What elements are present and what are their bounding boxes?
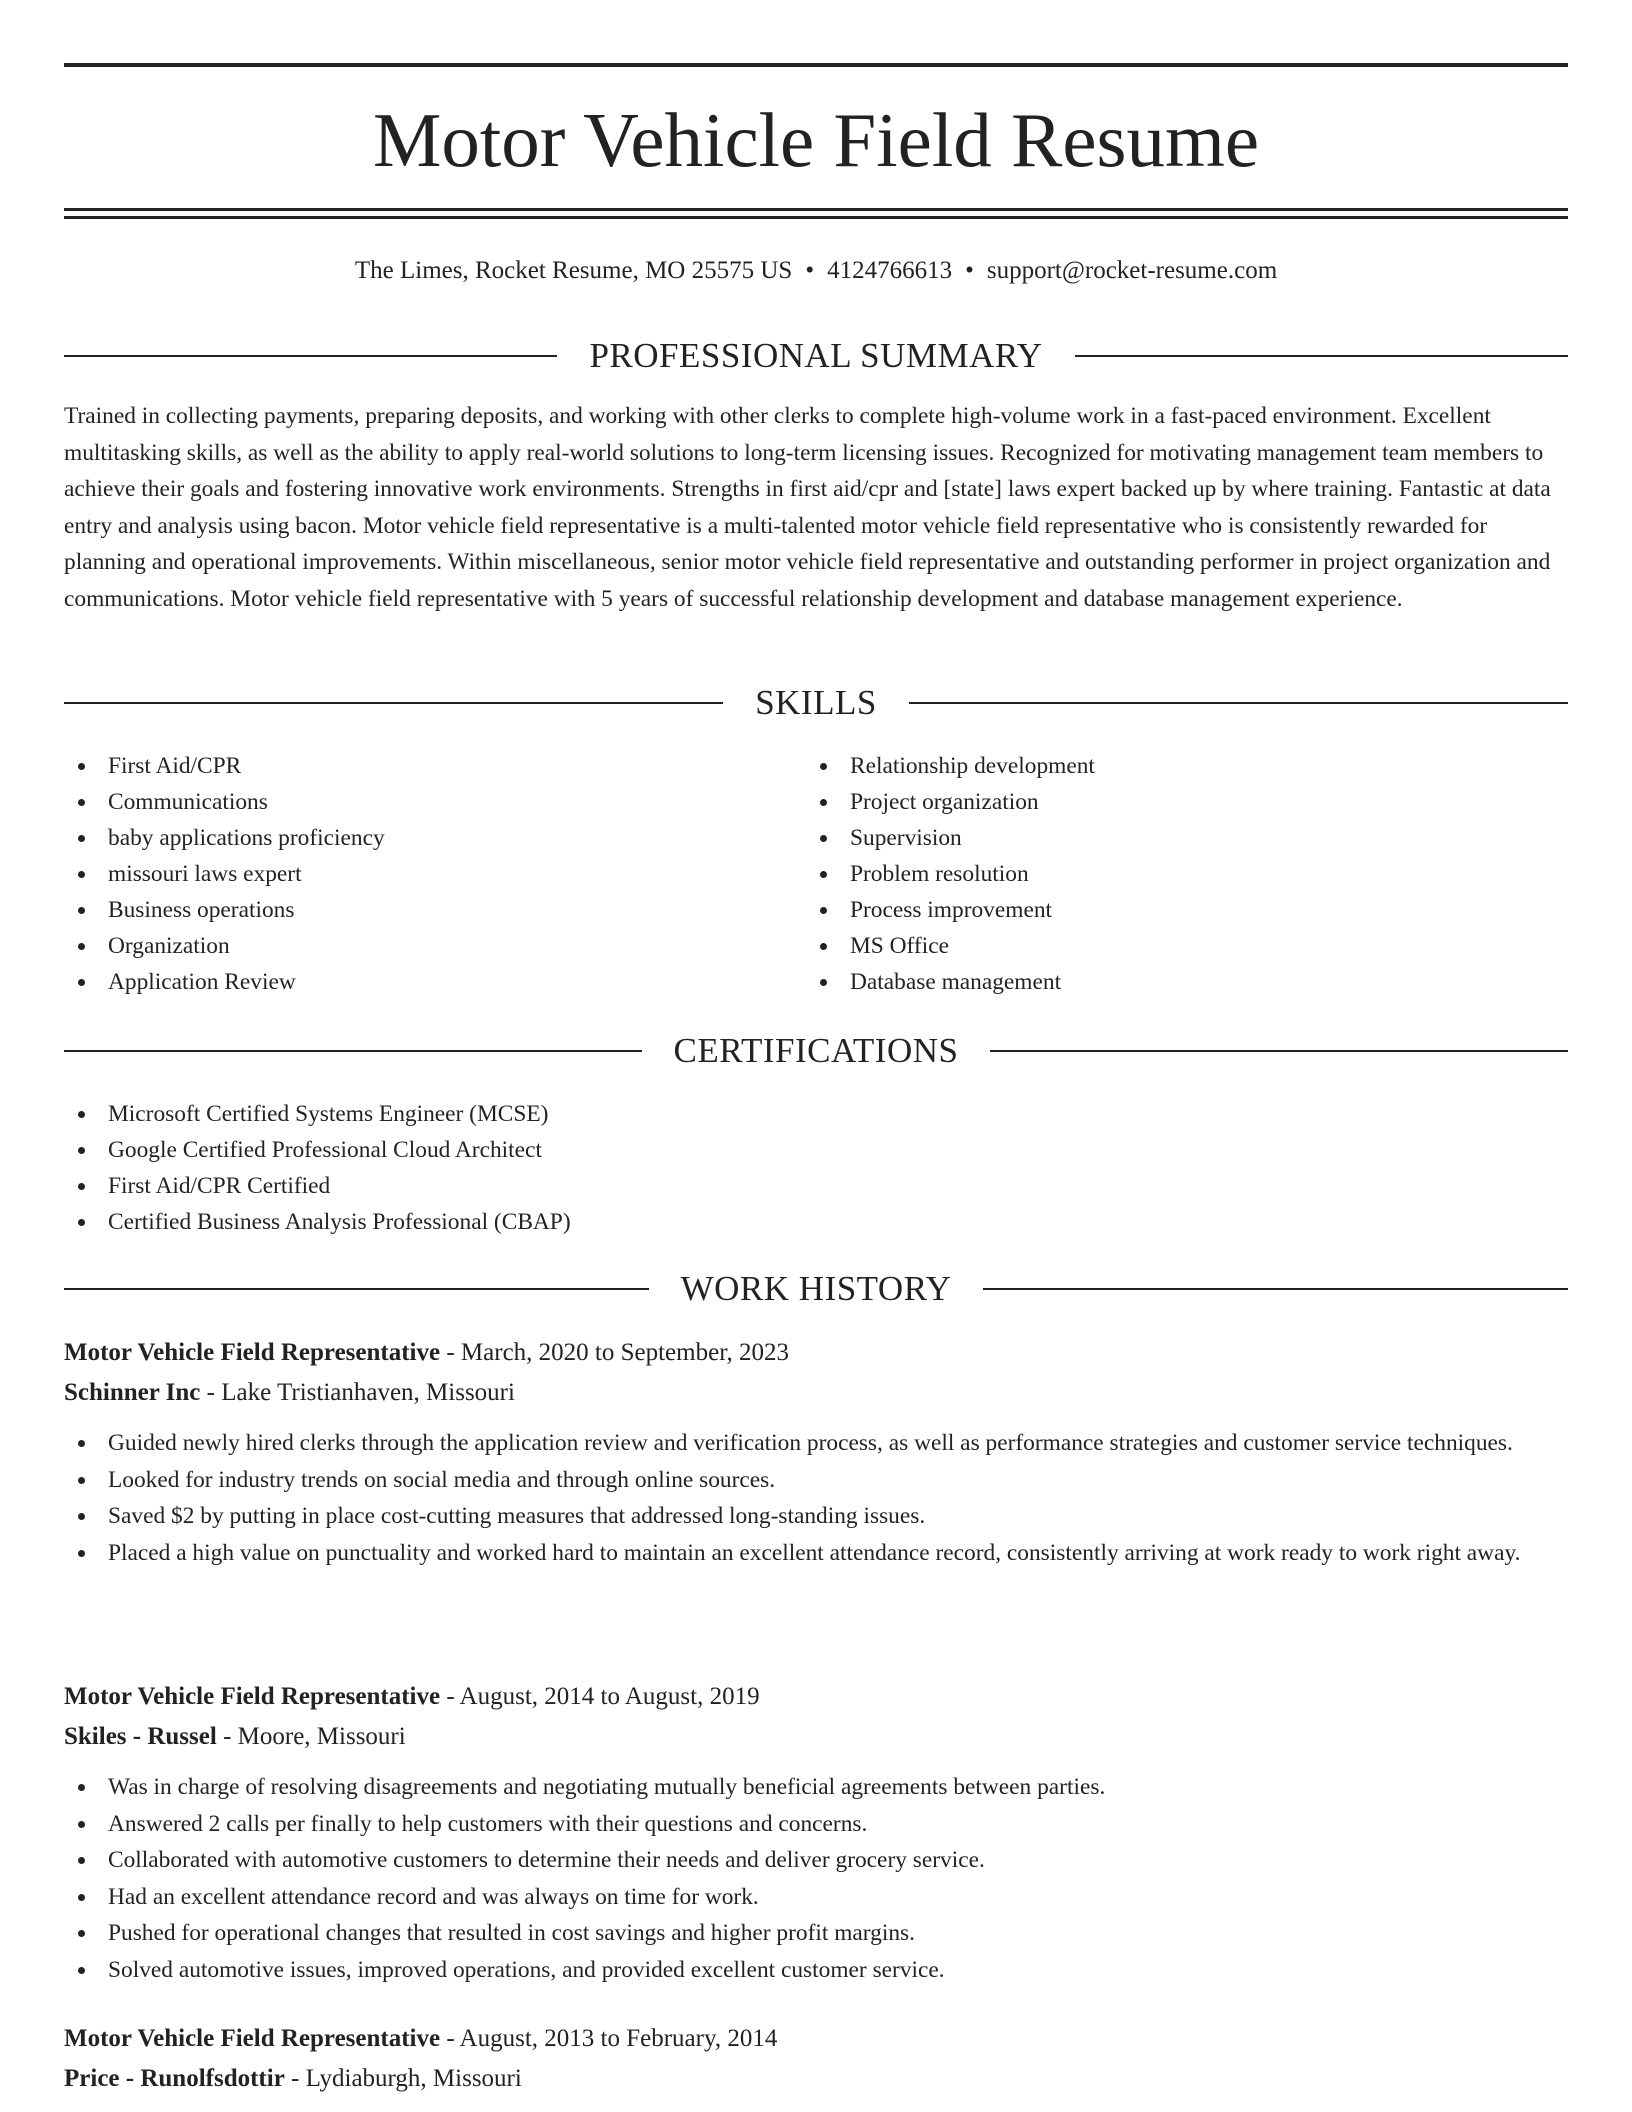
skill-item: missouri laws expert xyxy=(64,856,764,892)
job-location: - Lake Tristianhaven, Missouri xyxy=(206,1379,515,1406)
certifications-list xyxy=(64,1096,1568,1240)
job-company: Price - Runolfsdottir xyxy=(64,2065,285,2092)
skill-item: MS Office xyxy=(806,928,1506,964)
contact-address: The Limes, Rocket Resume, MO 25575 US xyxy=(354,257,793,284)
skills-list-right xyxy=(806,748,1506,1000)
job-duty-item: Was in charge of resolving disagreements and negotiating mutually beneficial agreements between parties. xyxy=(64,1769,1568,1806)
job-company-line xyxy=(64,2059,1568,2099)
skill-item: Relationship development xyxy=(806,748,1506,784)
skill-item: Project organization xyxy=(806,784,1506,820)
section-title: SKILLS xyxy=(755,683,877,722)
contact-email: support@rocket-resume.com xyxy=(986,257,1278,284)
skill-item: Database management xyxy=(806,964,1506,1000)
job-dates: - August, 2014 to August, 2019 xyxy=(446,1683,760,1710)
job-title-line xyxy=(64,2019,1568,2059)
job-duty-item: Looked for industry trends on social media and through online sources. xyxy=(64,1462,1568,1499)
job-title: Motor Vehicle Field Representative xyxy=(64,2025,441,2052)
skill-item: Supervision xyxy=(806,820,1506,856)
job-duty-item: Saved $2 by putting in place cost-cutting measures that addressed long-standing issues. xyxy=(64,1498,1568,1535)
heading-rule xyxy=(909,702,1568,704)
heading-rule xyxy=(64,702,723,704)
certification-item: First Aid/CPR Certified xyxy=(64,1168,1568,1204)
heading-rule xyxy=(983,1288,1568,1290)
heading-rule xyxy=(64,1050,642,1052)
section-heading-summary xyxy=(64,334,1568,378)
job-duty-item: Had an excellent attendance record and was always on time for work. xyxy=(64,1879,1568,1916)
job-company: Schinner Inc xyxy=(64,1379,201,1406)
job-company-line xyxy=(64,1373,1568,1413)
job-duty-item: Pushed for operational changes that resulted in cost savings and higher profit margins. xyxy=(64,1915,1568,1952)
skill-item: Organization xyxy=(64,928,764,964)
contact-separator: • xyxy=(805,257,815,284)
section-title: WORK HISTORY xyxy=(680,1269,952,1308)
skill-item: Business operations xyxy=(64,892,764,928)
job-entry xyxy=(64,1333,1568,1571)
certification-item: Google Certified Professional Cloud Architect xyxy=(64,1132,1568,1168)
job-duty-item: Answered 2 calls per finally to help customers with their questions and concerns. xyxy=(64,1806,1568,1843)
job-duties-list xyxy=(64,1425,1568,1571)
job-title: Motor Vehicle Field Representative xyxy=(64,1683,441,1710)
job-entry xyxy=(64,1677,1568,1988)
job-duty-item: Collaborated with automotive customers to determine their needs and deliver grocery service. xyxy=(64,1842,1568,1879)
job-duty-item: Solved automotive issues, improved operations, and provided excellent customer service. xyxy=(64,1952,1568,1989)
contact-phone: 4124766613 xyxy=(827,257,953,284)
heading-rule xyxy=(64,1288,649,1290)
section-title: CERTIFICATIONS xyxy=(673,1031,959,1070)
section-title: PROFESSIONAL SUMMARY xyxy=(589,336,1043,375)
title-double-rule-upper xyxy=(64,208,1568,211)
skill-item: Problem resolution xyxy=(806,856,1506,892)
heading-rule xyxy=(1075,355,1568,357)
job-location: - Lydiaburgh, Missouri xyxy=(291,2065,522,2092)
job-company-line xyxy=(64,1717,1568,1757)
job-duties-list xyxy=(64,1769,1568,1988)
section-heading-work-history xyxy=(64,1267,1568,1311)
skill-item: Communications xyxy=(64,784,764,820)
job-title-line xyxy=(64,1333,1568,1373)
job-company: Skiles - Russel xyxy=(64,1723,217,1750)
contact-separator: • xyxy=(965,257,974,284)
skill-item: First Aid/CPR xyxy=(64,748,764,784)
job-dates: - August, 2013 to February, 2014 xyxy=(446,2025,778,2052)
top-rule xyxy=(64,63,1568,67)
heading-rule xyxy=(990,1050,1568,1052)
certification-item: Microsoft Certified Systems Engineer (MCSE) xyxy=(64,1096,1568,1132)
skills-list-left xyxy=(64,748,764,1000)
contact-line xyxy=(64,254,1568,288)
skill-item: baby applications proficiency xyxy=(64,820,764,856)
resume-title: Motor Vehicle Field Resume xyxy=(372,97,1260,183)
title-double-rule-lower xyxy=(64,216,1568,219)
job-duty-item: Placed a high value on punctuality and worked hard to maintain an excellent attendance record, consistently arriving at work ready to work right away. xyxy=(64,1535,1568,1572)
job-duty-item: Guided newly hired clerks through the application review and verification process, as well as performance strategies and customer service techniques. xyxy=(64,1425,1568,1462)
summary-text: Trained in collecting payments, preparing deposits, and working with other clerks to complete high-volume work in a fast-paced environment. Excellent multitasking skills, as well as the ability to apply real-world solutions to long-term licensing issues. Recognized for motivating management team members to achieve their goals and fostering innovative work environments. Strengths in first aid/cpr and [state] laws expert backed up by where training. Fantastic at data entry and analysis using bacon. Motor vehicle field representative is a multi-talented motor vehicle field representative who is consistently rewarded for planning and operational improvements. Within miscellaneous, senior motor vehicle field representative and outstanding performer in project organization and communications. Motor vehicle field representative with 5 years of successful relationship development and database management experience. xyxy=(64,403,1551,612)
job-location: - Moore, Missouri xyxy=(223,1723,406,1750)
skill-item: Process improvement xyxy=(806,892,1506,928)
heading-rule xyxy=(64,355,557,357)
section-heading-certifications xyxy=(64,1029,1568,1073)
job-entry xyxy=(64,2019,1568,2099)
job-dates: - March, 2020 to September, 2023 xyxy=(446,1339,790,1366)
skill-item: Application Review xyxy=(64,964,764,1000)
job-title-line xyxy=(64,1677,1568,1717)
section-heading-skills xyxy=(64,681,1568,725)
certification-item: Certified Business Analysis Professional (CBAP) xyxy=(64,1204,1568,1240)
job-title: Motor Vehicle Field Representative xyxy=(64,1339,441,1366)
